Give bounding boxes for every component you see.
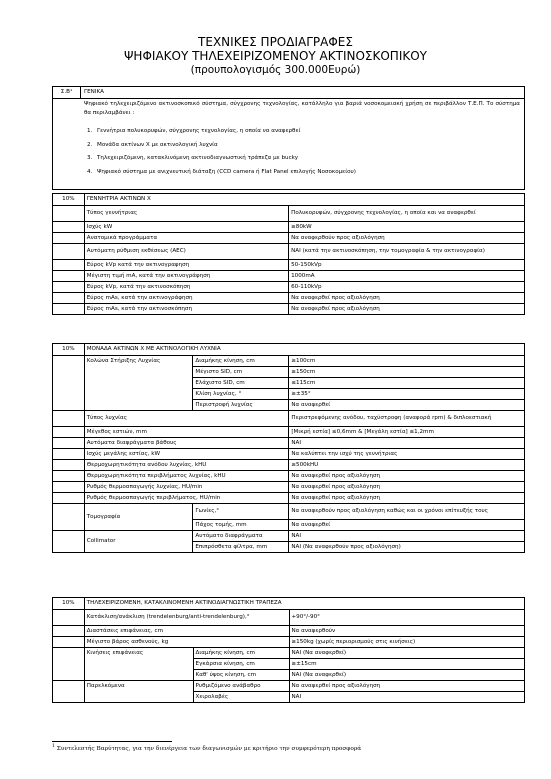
general-section xyxy=(52,86,525,190)
table-row xyxy=(53,504,525,520)
table-cell: Χειρολαβές xyxy=(193,692,289,703)
general-list xyxy=(87,125,356,179)
list-number: 1. xyxy=(87,128,93,134)
table-cell: Να αναφερθεί xyxy=(289,400,525,411)
table-cell: Τύπος λυχνίας xyxy=(84,411,289,427)
table-cell: Ρυθμός θερμοαπαγωγής λυχνίας, HU/min xyxy=(84,482,289,493)
table-cell: Εύρος kVp κατά την ακτινογραφηση xyxy=(84,260,288,271)
table-cell: Να αναφερθεί προς αξιολόγηση xyxy=(289,293,525,304)
group-label: Παρελκόμενα xyxy=(84,681,193,703)
table-cell: Περιστροφή λυχνίας xyxy=(193,400,289,411)
table-cell: Μέγιστη τιμή mA, κατά την ακτινογράφηση xyxy=(84,271,288,282)
table-cell: 1000mA xyxy=(289,271,525,282)
list-number: 3. xyxy=(87,155,93,162)
empty-cell xyxy=(53,411,85,427)
table-cell: Πολυκορυφών, σύγχρονης τεχνολογίας, η οποία και να αναφερθεί xyxy=(289,206,525,222)
table-row xyxy=(53,271,525,282)
general-title: ΓΕΝΙΚΑ xyxy=(84,89,104,95)
table-cell: ≥150cm xyxy=(289,367,525,378)
table-unit-table xyxy=(52,597,525,703)
table-cell: Να αναφερθεί προς αξιολόγηση xyxy=(289,493,525,504)
table-cell: Διαμήκης κίνηση, cm xyxy=(193,648,289,659)
table-row xyxy=(53,411,525,427)
list-text: Γεννήτρια πολυκορυφών, σύγχρονης τεχνολογίας, η οποία να αναφερθεί xyxy=(97,128,301,134)
list-item xyxy=(87,139,356,153)
table-cell: ΝΑΙ (Να αναφερθεί) xyxy=(289,670,525,681)
table-cell: Αυτόματη ρύθμιση εκθέσεως (AEC) xyxy=(84,244,288,260)
table-cell: Ρυθμιζόμενο ανάβαθρο xyxy=(193,681,289,692)
empty-cell xyxy=(53,244,85,260)
group-label: Collimator xyxy=(84,531,193,553)
table-cell: Να καλύπτει την ισχύ της γεννήτριας xyxy=(289,449,525,460)
section-header xyxy=(53,194,525,206)
footnote-divider xyxy=(52,741,172,742)
weight-cell: 10% xyxy=(53,194,85,206)
table-row xyxy=(53,610,525,626)
table-cell: Μέγιστο SID, cm xyxy=(193,367,289,378)
table-cell: ≥80kW xyxy=(289,222,525,233)
empty-cell xyxy=(53,356,85,411)
table-cell: Ισχύς kW xyxy=(84,222,288,233)
table-row xyxy=(53,304,525,315)
table-cell: Να αναφερθεί προς αξιολόγηση xyxy=(289,681,525,692)
table-cell: Θερμοχωρητικότητα ανόδου λυχνίας, kHU xyxy=(84,460,289,471)
empty-cell xyxy=(53,493,85,504)
empty-cell xyxy=(53,282,85,293)
list-number: 4. xyxy=(87,168,93,175)
table-cell: Να αναφερθεί προς αξιολόγηση xyxy=(289,304,525,315)
table-cell: ΝΑΙ (Να αναφερθούν προς αξιολόγηση) xyxy=(289,542,525,553)
table-cell: ΝΑΙ (κατά την ακτινοσκόπηση, την τομογραφία & την ακτινογραφία) xyxy=(289,244,525,260)
budget-line: (προυπολογισμός 300.000Ευρώ) xyxy=(190,64,361,76)
empty-cell xyxy=(53,648,85,681)
table-cell: [Μικρή εστία] ≤0,6mm & [Μεγάλη εστία] ≤1,2mm xyxy=(289,427,525,438)
list-text: Μονάδα ακτίνων Χ με ακτινολογική λυχνία xyxy=(97,141,218,148)
empty-cell xyxy=(53,427,85,438)
table-cell: Μέγιστο βάρος ασθενούς, kg xyxy=(84,637,289,648)
table-cell: Να αναφερθεί προς αξιολόγηση xyxy=(289,482,525,493)
table-cell: ≥150kg (χωρίς περιορισμούς στις κινήσεις) xyxy=(289,637,525,648)
table-cell: Αυτόματο διαφράγματα xyxy=(193,531,289,542)
table-cell: ΝΑΙ xyxy=(289,438,525,449)
table-row xyxy=(53,482,525,493)
empty-cell xyxy=(53,260,85,271)
table-cell: Κατάκλιση/ανάκλιση (trendelenburg/anti-trendelenburg),° xyxy=(84,610,289,626)
list-text: Ψηφιακό σύστημα με ανιχνευτική διάταξη (CCD camera ή Flat Panel επιλογής Νοσοκομείου) xyxy=(97,168,356,175)
table-row xyxy=(53,637,525,648)
table-cell: Καθ' ύψος κίνηση, cm xyxy=(193,670,289,681)
table-cell: Κλίση λυχνίας, ° xyxy=(193,389,289,400)
table-cell: +90°/-90° xyxy=(289,610,525,626)
section-title: ΤΗΛΕΧΕΙΡΙΖΟΜΕΝΗ, ΚΑΤΑΚΛΙΝΟΜΕΝΗ ΑΚΤΙΝΟΔΙΑΓΝΩΣΤΙΚΗ ΤΡΑΠΕΖΑ xyxy=(84,598,524,610)
table-cell: ΝΑΙ xyxy=(289,531,525,542)
weight-label: Σ.Β¹ xyxy=(53,87,81,98)
table-row xyxy=(53,438,525,449)
empty-cell xyxy=(53,681,85,703)
table-cell: ΝΑΙ xyxy=(289,692,525,703)
table-row xyxy=(53,293,525,304)
list-item xyxy=(87,152,356,166)
table-row xyxy=(53,460,525,471)
table-cell: Εύρος mAs, κατά την ακτινοσκόπηση xyxy=(84,304,288,315)
section-header xyxy=(53,598,525,610)
group-label: Τομογραφία xyxy=(84,504,193,531)
empty-cell xyxy=(53,449,85,460)
page-subtitle: ΨΗΦΙΑΚΟΥ ΤΗΛΕΧΕΙΡΙΖΟΜΕΝΟΥ ΑΚΤΙΝΟΣΚΟΠΙΚΟΥ xyxy=(123,49,428,63)
general-header xyxy=(53,87,524,99)
table-row xyxy=(53,626,525,637)
table-row xyxy=(53,531,525,542)
empty-cell xyxy=(53,504,85,531)
table-cell: ≥±15cm xyxy=(289,659,525,670)
empty-cell xyxy=(53,460,85,471)
table-cell: ΝΑΙ (Να αναφερθεί) xyxy=(289,648,525,659)
table-cell: Τύπος γεννήτριας xyxy=(84,206,288,222)
table-cell: Να αναφερθούν xyxy=(289,626,525,637)
empty-cell xyxy=(53,626,85,637)
table-cell: Πάχος τομής, mm xyxy=(193,520,289,531)
group-label: Κινήσεις επιφάνειας xyxy=(84,648,193,681)
page-title: ΤΕΧΝΙΚΕΣ ΠΡΟΔΙΑΓΡΑΦΕΣ xyxy=(198,35,353,49)
table-cell: Ελάχιστο SID, cm xyxy=(193,378,289,389)
table-cell: Επιπρόσθετα φίλτρα, mm xyxy=(193,542,289,553)
table-row xyxy=(53,427,525,438)
empty-cell xyxy=(53,293,85,304)
empty-cell xyxy=(53,206,85,222)
footnote-text: Συντελεστής Βαρύτητας, για την διενέργεια των διαγωνισμών με κριτήριο την συμφερότερη προσφορά xyxy=(56,745,362,752)
table-row xyxy=(53,206,525,222)
table-row xyxy=(53,356,525,367)
empty-cell xyxy=(53,271,85,282)
section-header xyxy=(53,344,525,356)
table-cell: 50-150kVp xyxy=(289,260,525,271)
list-text: Τηλεχειριζόμενη, κατακλινόμενη ακτινοδιαγνωστική τράπεζα με bucky xyxy=(97,155,299,162)
table-cell: Θερμοχωρητικότητα περιβλήματος λυχνίας, kHU xyxy=(84,471,289,482)
generator-table xyxy=(52,193,525,315)
table-row xyxy=(53,449,525,460)
empty-cell xyxy=(53,233,85,244)
table-cell: Γωνίες,° xyxy=(193,504,289,520)
table-cell: Να αναφερθεί xyxy=(289,520,525,531)
empty-cell xyxy=(53,304,85,315)
table-row xyxy=(53,222,525,233)
empty-cell xyxy=(53,637,85,648)
table-cell: Ισχύς μεγάλης εστίας, kW xyxy=(84,449,289,460)
table-cell: 60-110kVp xyxy=(289,282,525,293)
table-row xyxy=(53,471,525,482)
table-cell: Εύρος kVp, κατά την ακτινοσκόπηση xyxy=(84,282,288,293)
table-cell: ≥100cm xyxy=(289,356,525,367)
empty-cell xyxy=(53,438,85,449)
section-title: ΓΕΝΝΗΤΡΙΑ ΑΚΤΙΝΩΝ Χ xyxy=(84,194,524,206)
table-cell: Εύρος mAs, κατά την ακτινογράφηση xyxy=(84,293,288,304)
empty-cell xyxy=(53,610,85,626)
list-number: 2. xyxy=(87,141,93,148)
footnote xyxy=(52,744,361,752)
section-title: ΜΟΝΑΔΑ ΑΚΤΙΝΩΝ Χ ΜΕ ΑΚΤΙΝΟΛΟΓΙΚΗ ΛΥΧΝΙΑ xyxy=(84,344,524,356)
weight-cell: 10% xyxy=(53,344,85,356)
table-cell: Ρυθμός θερμοαπαγωγής περιβλήματος, HU/min xyxy=(84,493,289,504)
table-cell: Μέγεθος εστιών, mm xyxy=(84,427,289,438)
table-cell: Αυτόματα διαφράγματα βάθους xyxy=(84,438,289,449)
table-cell: Να αναφερθεί προς αξιολόγηση xyxy=(289,471,525,482)
table-row xyxy=(53,282,525,293)
table-cell: Διαστάσεις επιφάνειας, cm xyxy=(84,626,289,637)
empty-cell xyxy=(53,531,85,553)
table-row xyxy=(53,244,525,260)
table-row xyxy=(53,648,525,659)
table-row xyxy=(53,493,525,504)
table-row xyxy=(53,681,525,692)
table-row xyxy=(53,233,525,244)
general-paragraph: Ψηφιακό τηλεχειριζόμενο ακτινοσκοπικό σύστημα, σύγχρονης τεχνολογίας, κατάλληλο για βαριά νοσοκομειακή χρήση σε περιβάλλον Τ.Ε.Π. Το σύστημα θα περιλαμβάνει : xyxy=(84,101,520,116)
list-item xyxy=(87,125,356,139)
table-cell: Ανατομικά προγράμματα xyxy=(84,233,288,244)
group-label: Κολώνα Στήριξης Λυχνίας xyxy=(84,356,193,411)
table-cell: ≤115cm xyxy=(289,378,525,389)
table-cell: Να αναφερθούν προς αξιολόγηση καθώς και οι χρόνοι επίτευξής τους xyxy=(289,504,525,520)
table-cell: Περιστρεφόμενης ανόδου, ταχύστροφη (αναφορά rpm) & διπλοεστιακή xyxy=(289,411,525,427)
list-item xyxy=(87,166,356,180)
empty-cell xyxy=(53,471,85,482)
footnote-mark: 1 xyxy=(52,744,55,749)
table-cell: Να αναφερθούν προς αξιολόγηση xyxy=(289,233,525,244)
table-cell: Διαμήκης κίνηση, cm xyxy=(193,356,289,367)
weight-cell: 10% xyxy=(53,598,85,610)
tube-table xyxy=(52,343,525,553)
table-cell: ≥±35° xyxy=(289,389,525,400)
table-cell: ≥500kHU xyxy=(289,460,525,471)
empty-cell xyxy=(53,482,85,493)
empty-cell xyxy=(53,222,85,233)
table-cell: Εγκάρσια κίνηση, cm xyxy=(193,659,289,670)
table-row xyxy=(53,260,525,271)
